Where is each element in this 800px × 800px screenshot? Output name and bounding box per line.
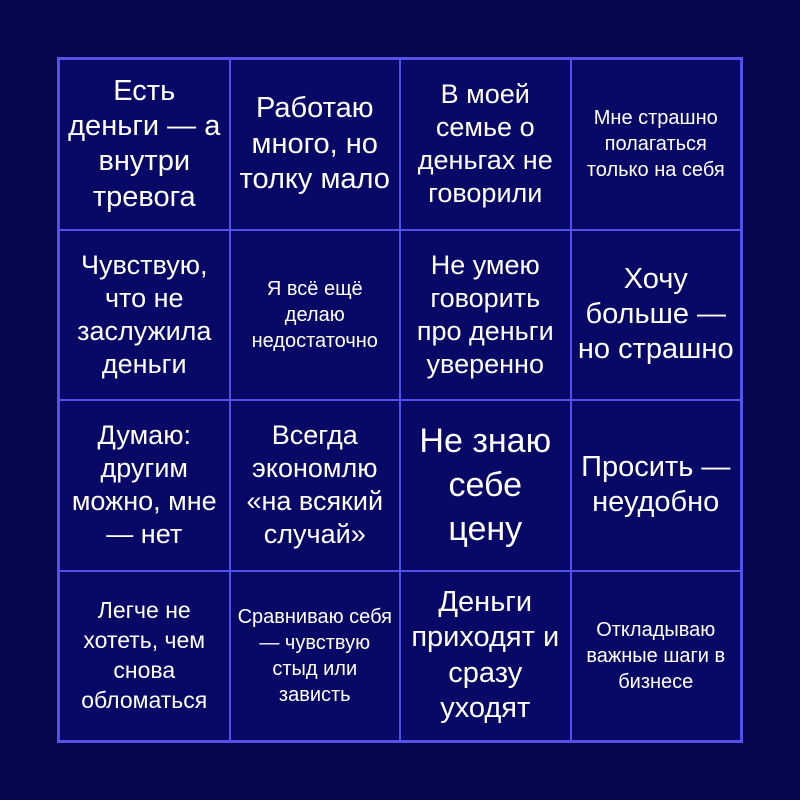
bingo-cell[interactable] <box>400 59 571 230</box>
bingo-board <box>57 57 743 743</box>
bingo-cell-text: Чувствую, что не заслужила деньги <box>77 249 212 379</box>
bingo-cell-text: Просить — неудобно <box>581 450 731 519</box>
bingo-cell[interactable] <box>59 230 230 401</box>
bingo-cell[interactable] <box>400 230 571 401</box>
bingo-cell[interactable] <box>59 59 230 230</box>
bingo-cell-text: Откладываю важные шаги в бизнесе <box>586 618 726 693</box>
bingo-cell[interactable] <box>571 571 742 742</box>
bingo-cell-text: Есть деньги — а внутри тревога <box>68 74 221 213</box>
bingo-cell[interactable] <box>400 571 571 742</box>
bingo-cell-text: Работаю много, но толку мало <box>239 92 390 195</box>
bingo-cell-text: Мне страшно полагаться только на себя <box>586 107 725 182</box>
bingo-cell-text: Не знаю себе цену <box>419 421 552 549</box>
bingo-cell[interactable] <box>571 59 742 230</box>
bingo-cell-text: В моей семье о деньгах не говорили <box>417 79 553 209</box>
bingo-cell-text: Я всё ещё делаю недостаточно <box>251 277 378 352</box>
bingo-cell[interactable] <box>230 400 401 571</box>
bingo-cell-text: Сравниваю себя — чувствую стыд или зависть <box>237 605 392 706</box>
bingo-cell-text: Хочу больше — но страшно <box>577 262 734 366</box>
bingo-cell[interactable] <box>59 571 230 742</box>
bingo-cell-text: Думаю: другим можно, мне — нет <box>71 420 217 550</box>
bingo-cell[interactable] <box>59 400 230 571</box>
bingo-cell[interactable] <box>230 230 401 401</box>
bingo-cell-text: Деньги приходят и сразу уходят <box>411 586 560 725</box>
bingo-cell[interactable] <box>230 571 401 742</box>
bingo-cell[interactable] <box>571 400 742 571</box>
bingo-cell-text: Легче не хотеть, чем снова обломаться <box>81 596 208 713</box>
bingo-cell[interactable] <box>400 400 571 571</box>
bingo-cell-text: Всегда экономлю «на всякий случай» <box>246 420 384 550</box>
bingo-cell[interactable] <box>230 59 401 230</box>
bingo-cell-text: Не умею говорить про деньги уверенно <box>416 249 554 379</box>
bingo-cell[interactable] <box>571 230 742 401</box>
